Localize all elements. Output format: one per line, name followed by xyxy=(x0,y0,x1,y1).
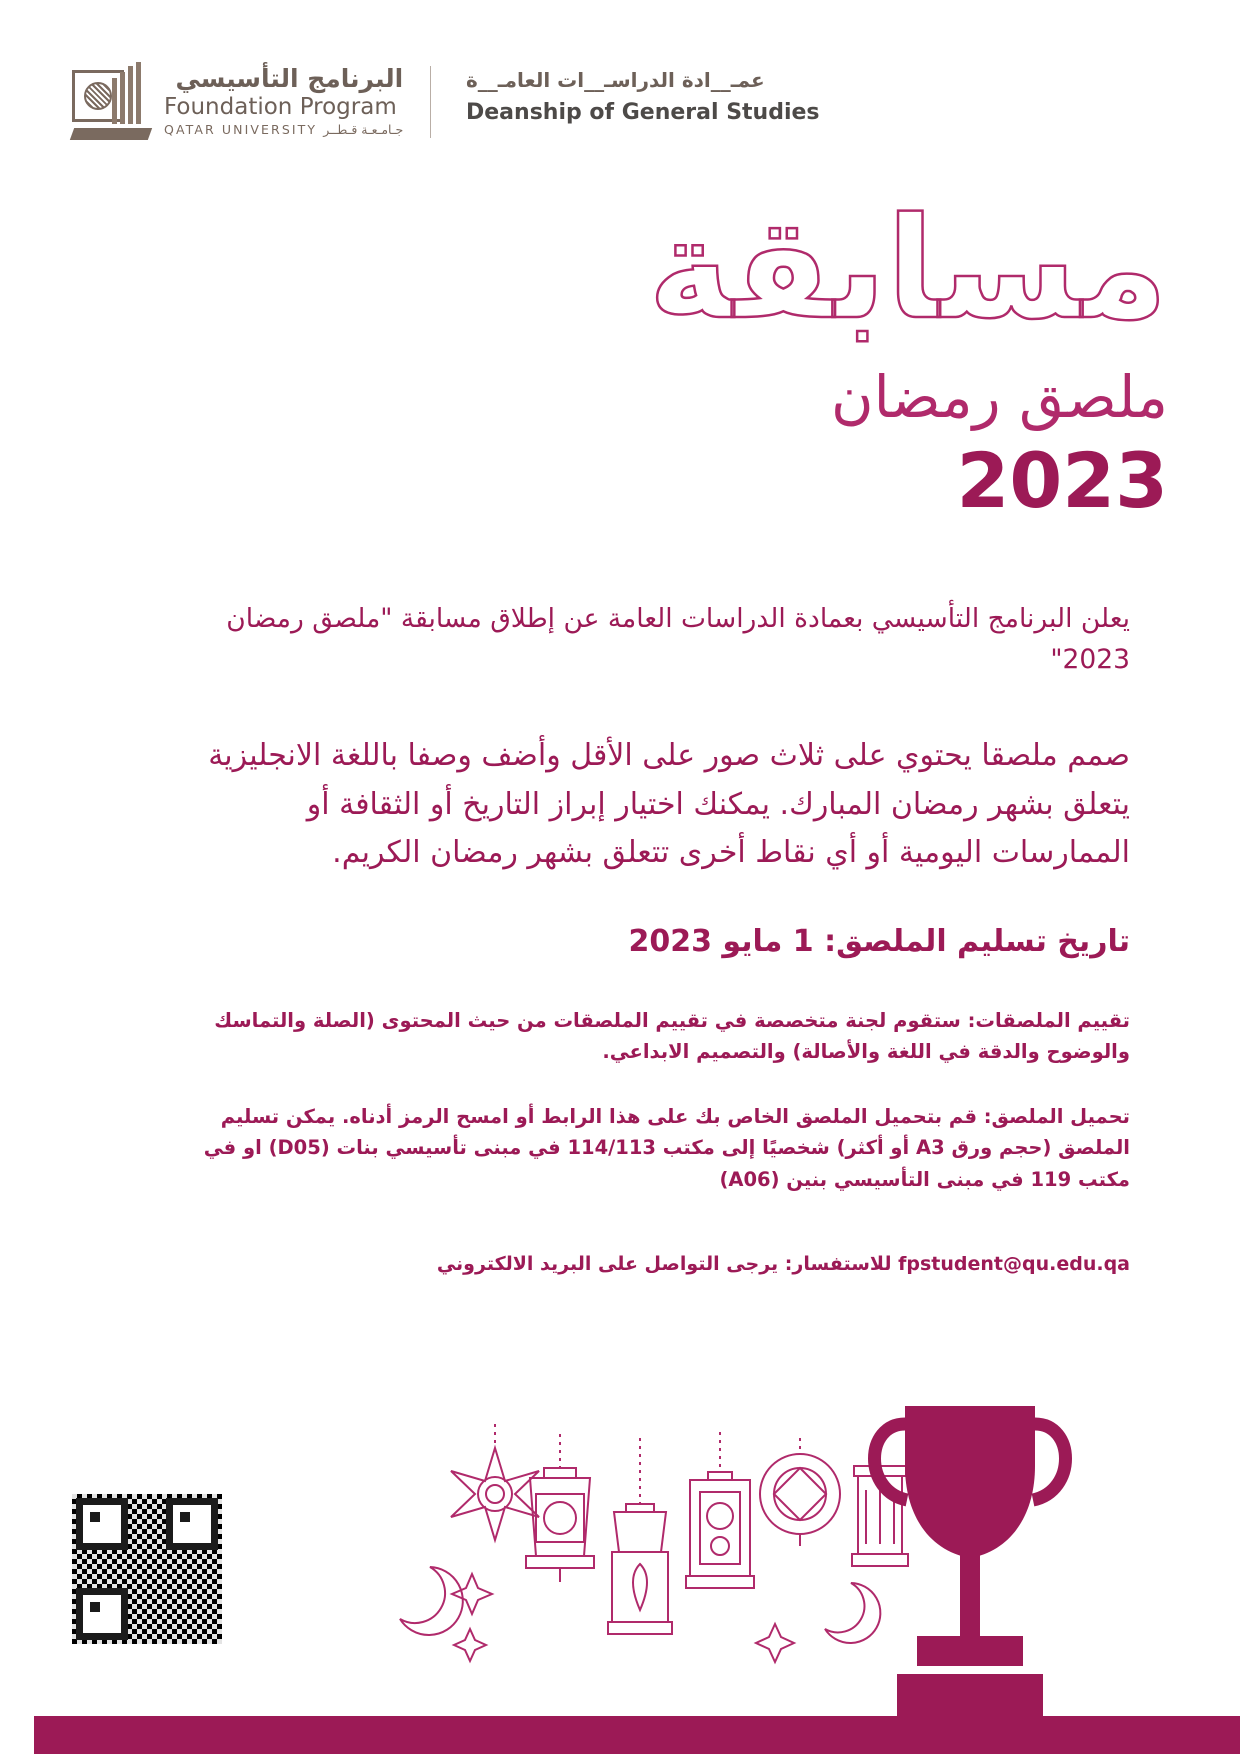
decorative-footer xyxy=(0,1334,1240,1754)
evaluation-paragraph: تقييم الملصقات: ستقوم لجنة متخصصة في تقييم الملصقات من حيث المحتوى (الصلة والتماسك والوضوح والدقة في اللغة والأصالة) والتصميم الابداعي. xyxy=(214,1008,1130,1064)
submission-paragraph: تحميل الملصق: قم بتحميل الملصق الخاص بك على هذا الرابط أو امسح الرمز أدناه. يمكن تسليم الملصق (حجم ورق A3 أو أكثر) شخصيًا إلى مكتب 114/113 في مبنى تأسيسي بنات (D05) او في مكتب 119 في مبنى التأسيسي بنين (A06) xyxy=(203,1105,1130,1191)
logo-university-name: QATAR UNIVERSITY جـامـعـة قـطــر xyxy=(164,122,404,138)
bottom-color-bar xyxy=(0,1716,1240,1754)
deanship-arabic: عمـ__ادة الدراسـ__ات العامـ__ة xyxy=(466,68,765,92)
logo-text xyxy=(164,62,403,137)
qr-finder-bottom-left xyxy=(76,1588,128,1640)
contact-line xyxy=(200,1253,1130,1275)
deanship-block xyxy=(466,68,820,127)
logo-english-name: Foundation Program xyxy=(164,94,397,121)
title-year: 2023 xyxy=(956,435,1168,525)
deadline-text: تاريخ تسليم الملصق: 1 مايو 2023 xyxy=(628,923,1130,959)
foundation-program-logo xyxy=(72,62,403,142)
deanship-english: Deanship of General Studies xyxy=(466,100,820,125)
qr-finder-top-right xyxy=(166,1498,218,1550)
qatar-university-logo-icon xyxy=(72,62,150,142)
contact-label: للاستفسار: يرجى التواصل على البريد الالكتروني xyxy=(436,1252,892,1275)
intro-paragraph: يعلن البرنامج التأسيسي بعمادة الدراسات العامة عن إطلاق مسابقة "ملصق رمضان 2023" xyxy=(226,603,1130,676)
title-subject: ملصق رمضان xyxy=(830,363,1168,431)
page-header xyxy=(0,62,1240,172)
qr-finder-top-left xyxy=(76,1498,128,1550)
header-divider xyxy=(430,66,431,138)
title-competition: مسابقة xyxy=(648,188,1168,351)
task-paragraph: صمم ملصقا يحتوي على ثلاث صور على الأقل وأضف وصفا باللغة الانجليزية يتعلق بشهر رمضان المبارك. يمكنك اختيار إبراز التاريخ أو الثقافة أو الممارسات اليومية أو أي نقاط أخرى تتعلق بشهر رمضان الكريم. xyxy=(208,738,1130,871)
trophy-illustration xyxy=(845,1396,1095,1716)
contact-email[interactable]: fpstudent@qu.edu.qa xyxy=(898,1252,1130,1275)
logo-arabic-name: البرنامج التأسيسي xyxy=(175,64,404,93)
poster-body xyxy=(200,598,1130,1275)
qr-code[interactable] xyxy=(72,1494,222,1644)
poster-title-block xyxy=(168,188,1168,525)
